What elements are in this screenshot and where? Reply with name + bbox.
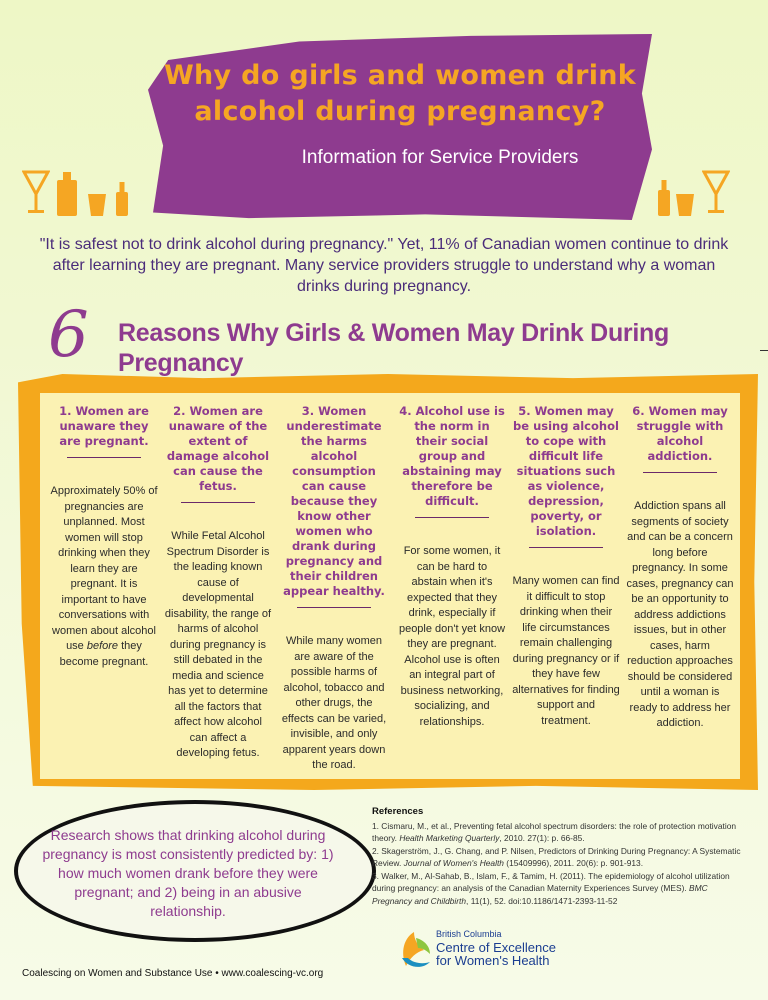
divider: [529, 547, 603, 548]
tumbler-icon: [676, 194, 694, 216]
divider: [181, 502, 255, 503]
logo-line-3: for Women's Health: [436, 953, 550, 968]
footer-text: Coalescing on Women and Substance Use • www.coalescing-vc.org: [22, 968, 324, 979]
reason-body: While many women are aware of the possible harms of alcohol, tobacco and other drugs, the effects can be varied, invisible, and only apparent years down the road.: [281, 635, 387, 771]
reason-body: While Fetal Alcohol Spectrum Disorder is the leading known cause of developmental disability, the range of harms of alcohol during pregnancy is still debated in the media and science has yet to determine all the factors that affect how alcohol can affect a developing fetus.: [164, 530, 272, 759]
reason-title: 4. Alcohol use is the norm in their social group and abstaining may therefore be difficult.: [399, 404, 505, 508]
divider: [415, 517, 489, 518]
divider: [643, 472, 717, 473]
reason-column-3: [280, 404, 388, 774]
reason-title: 5. Women may be using alcohol to cope with difficult life situations such as violence, depression, poverty, or isolation.: [513, 404, 619, 538]
divider: [297, 607, 371, 608]
reason-column-4: [398, 404, 506, 730]
reason-body: For some women, it can be hard to abstain when it's expected that they drink, especially if people don't yet know they are pregnant. Alcohol use is often an integral part of business networking, socializing, and relationships.: [398, 545, 506, 728]
divider: [67, 457, 141, 458]
reason-column-5: [512, 404, 620, 729]
reason-body: Many women can find it difficult to stop drinking when their life circumstances remain challenging during pregnancy or if they have few alternatives for finding support and treatment.: [512, 575, 620, 727]
bottle-icon: [56, 172, 78, 216]
reason-body: Addiction spans all segments of society and can be a concern long before pregnancy. In some cases, pregnancy can be an opportunity to address addictions issues, but in other cases, harm reduction approaches should be considered until a woman is ready to address her addiction.: [626, 500, 734, 729]
reference-item: 2. Skagerström, J., G. Chang, and P. Nilsen, Predictors of Drinking During Pregnancy: A Systematic Review. Journal of Women's Health (15409996), 2011. 20(6): p. 901-913.: [372, 845, 741, 868]
page-title: [150, 58, 650, 130]
reason-title: 2. Women are unaware of the extent of damage alcohol can cause the fetus.: [166, 404, 270, 493]
reason-column-2: [164, 404, 272, 762]
shot-glass-icon: [88, 194, 106, 216]
logo-text: [436, 928, 556, 967]
beer-bottle-icon: [116, 182, 128, 216]
reason-column-1: [50, 404, 158, 670]
title-line-2: alcohol during pregnancy?: [194, 96, 606, 127]
reason-column-6: [626, 404, 734, 732]
cocktail-glass-icon: [22, 170, 50, 216]
reasons-number: 6: [48, 298, 89, 372]
edge-mark: [760, 350, 768, 351]
reason-title: 3. Women underestimate the harms alcohol consumption can cause because they know other women who drank during pregnancy and their children appear healthy.: [283, 404, 385, 598]
reason-body: Approximately 50% of pregnancies are unplanned. Most women will stop drinking when they learn they are pregnant. It is important to have conversations with women about alcohol use before they become pregnant.: [50, 485, 158, 668]
reasons-heading: Reasons Why Girls & Women May Drink During Pregnancy: [118, 319, 669, 377]
callout-text: Research shows that drinking alcohol during pregnancy is most consistently predicted by: 1) how much women drank before they were pregnant; and 2) being in an abusive relationship.: [42, 827, 334, 919]
reason-title: 6. Women may struggle with alcohol addiction.: [632, 404, 728, 463]
reference-item: 3. Walker, M., Al-Sahab, B., Islam, F., & Tamim, H. (2011). The epidemiology of alcohol utilization during pregnancy: an analysis of the Canadian Maternity Experiences Survey (MES). BMC Pregnancy and Childbirth, 11(1), 52. doi:10.1186/1471-2393-11-52: [372, 870, 730, 906]
logo-line-1: British Columbia: [436, 929, 502, 939]
reason-title: 1. Women are unaware they are pregnant.: [59, 404, 149, 448]
references-title: References: [372, 806, 424, 817]
page-subtitle: Information for Service Providers: [301, 147, 579, 168]
cocktail-glass-icon: [702, 170, 730, 216]
title-line-1: Why do girls and women drink: [163, 60, 637, 91]
bottle-icon: [658, 180, 670, 216]
logo-line-2: Centre of Excellence: [436, 940, 556, 955]
intro-text: "It is safest not to drink alcohol during pregnancy." Yet, 11% of Canadian women continue to drink after learning they are pregnant. Many service providers struggle to understand why a woman drinks during pregnancy.: [39, 236, 729, 295]
bc-cewh-logo-icon: [394, 928, 434, 970]
references: [372, 806, 748, 907]
reference-item: 1. Cismaru, M., et al., Preventing fetal alcohol spectrum disorders: the role of protection motivation theory. Health Marketing Quarterly, 2010. 27(1): p. 66-85.: [372, 820, 737, 843]
